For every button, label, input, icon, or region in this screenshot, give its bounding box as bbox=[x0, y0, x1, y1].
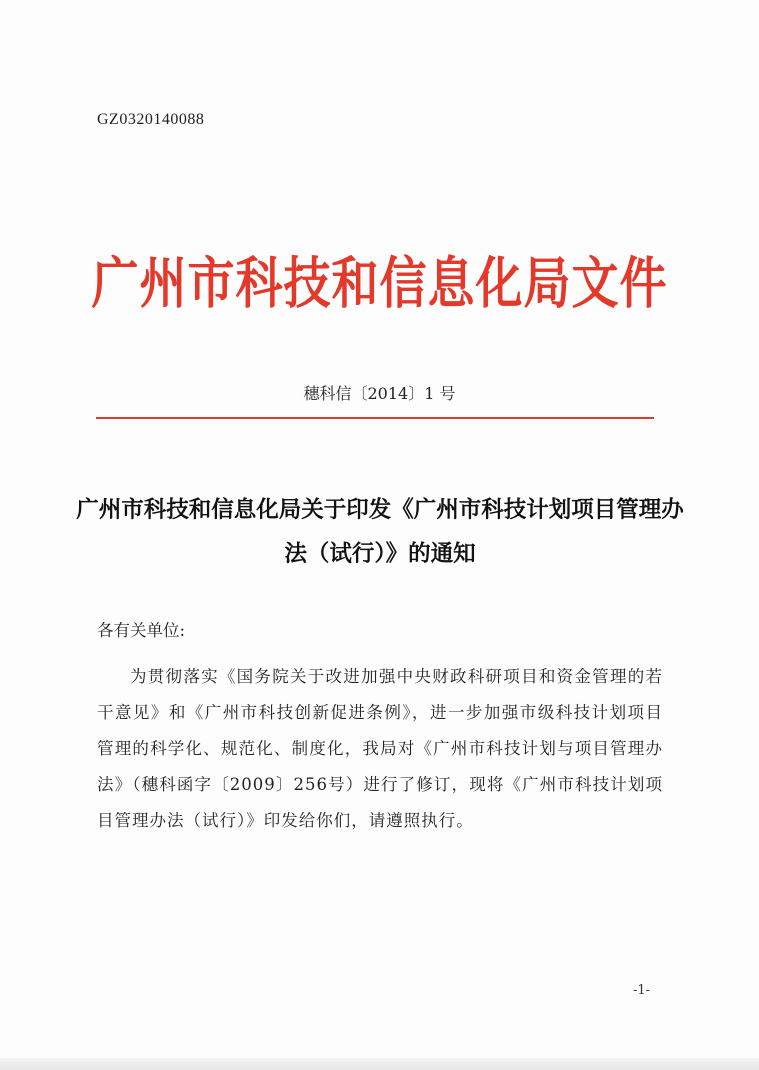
red-divider-line bbox=[96, 417, 654, 419]
body-paragraph: 为贯彻落实《国务院关于改进加强中央财政科研项目和资金管理的若干意见》和《广州市科技创新促进条例》，进一步加强市级科技计划项目管理的科学化、规范化、制度化，我局对《广州市科技计划与项目管理办法》（穗科函字〔2009〕256号）进行了修订，现将《广州市科技计划项目管理办法（试行）》印发给你们，请遵照执行。 bbox=[97, 667, 663, 830]
page-bottom-edge bbox=[0, 1058, 759, 1070]
salutation: 各有关单位: bbox=[97, 621, 186, 640]
document-code: GZ0320140088 bbox=[97, 111, 205, 128]
page-number: -1- bbox=[633, 983, 651, 998]
document-number: 穗科信〔2014〕1 号 bbox=[303, 384, 456, 403]
document-header: 广州市科技和信息化局文件 bbox=[91, 251, 668, 317]
notice-title: 广州市科技和信息化局关于印发《广州市科技计划项目管理办法（试行）》的通知 bbox=[76, 497, 684, 567]
